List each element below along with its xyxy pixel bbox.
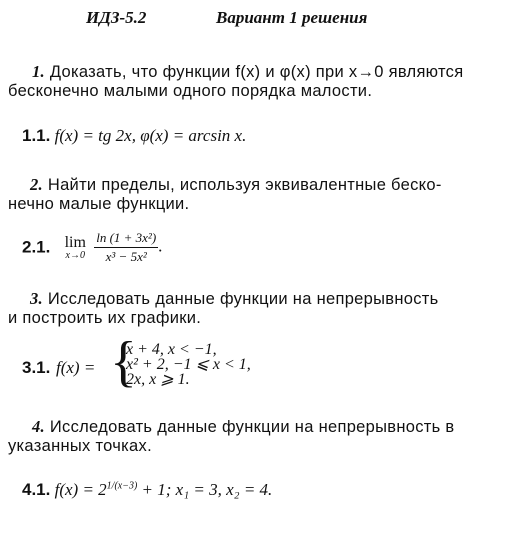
piecewise-cases: [126, 342, 251, 387]
example-1-1-label: 1.1.: [22, 126, 51, 145]
example-3-1-label: 3.1.: [22, 358, 51, 377]
task2-number: 2.: [30, 175, 43, 194]
task1-number: 1.: [32, 62, 45, 81]
task3-line2: и построить их графики.: [8, 309, 202, 327]
case-3: 2x, x ⩾ 1.: [126, 371, 190, 388]
fraction-numerator: ln (1 + 3x²): [94, 230, 158, 248]
example-3-1-lhs: f(x) =: [56, 358, 96, 377]
example-4-1-label: 4.1.: [22, 480, 51, 499]
task4-line2: указанных точках.: [8, 437, 152, 455]
example-4-1-formula: f(x) = 2: [50, 480, 107, 499]
limit-word: lim: [64, 234, 86, 251]
limit-fraction: [94, 230, 158, 265]
task3-number: 3.: [30, 289, 43, 308]
task2-statement: [8, 175, 442, 214]
example-1-1: [22, 126, 246, 146]
task3-statement: [8, 289, 439, 328]
example-1-1-formula: f(x) = tg 2x, φ(x) = arcsin x.: [50, 126, 247, 145]
variant-title: Вариант 1 решения: [216, 8, 368, 27]
example-4-1: [22, 480, 272, 500]
example-2-1: [22, 230, 162, 265]
task4-line1: Исследовать данные функции на непрерывность в: [44, 418, 455, 436]
cases-brace: {: [110, 331, 137, 393]
task1-line1: Доказать, что функции f(x) и φ(x) при x→0 являются: [44, 63, 464, 81]
task3-line1: Исследовать данные функции на непрерывность: [42, 290, 439, 308]
example-4-1-exponent: 1/(x−3): [106, 480, 138, 492]
limit-operator: [65, 234, 86, 261]
task1-line2: бесконечно малыми одного порядка малости.: [8, 82, 373, 100]
fraction-denominator: x³ − 5x²: [105, 249, 147, 264]
task4-statement: [8, 417, 455, 456]
task2-line1: Найти пределы, используя эквивалентные беско-: [42, 176, 442, 194]
case-1: x + 4, x < −1,: [126, 341, 217, 358]
case-2: x² + 2, −1 ⩽ x < 1,: [126, 356, 251, 373]
example-2-1-tail: .: [158, 236, 163, 256]
task2-line2: нечно малые функции.: [8, 195, 190, 213]
task4-number: 4.: [32, 417, 45, 436]
assignment-code: ИДЗ-5.2: [86, 8, 147, 27]
limit-subscript: x→0: [65, 250, 85, 261]
example-2-1-label: 2.1.: [22, 237, 51, 257]
task1-statement: [8, 62, 463, 101]
example-4-1-rest: + 1; x₁ = 3, x₂ = 4.: [137, 480, 273, 499]
